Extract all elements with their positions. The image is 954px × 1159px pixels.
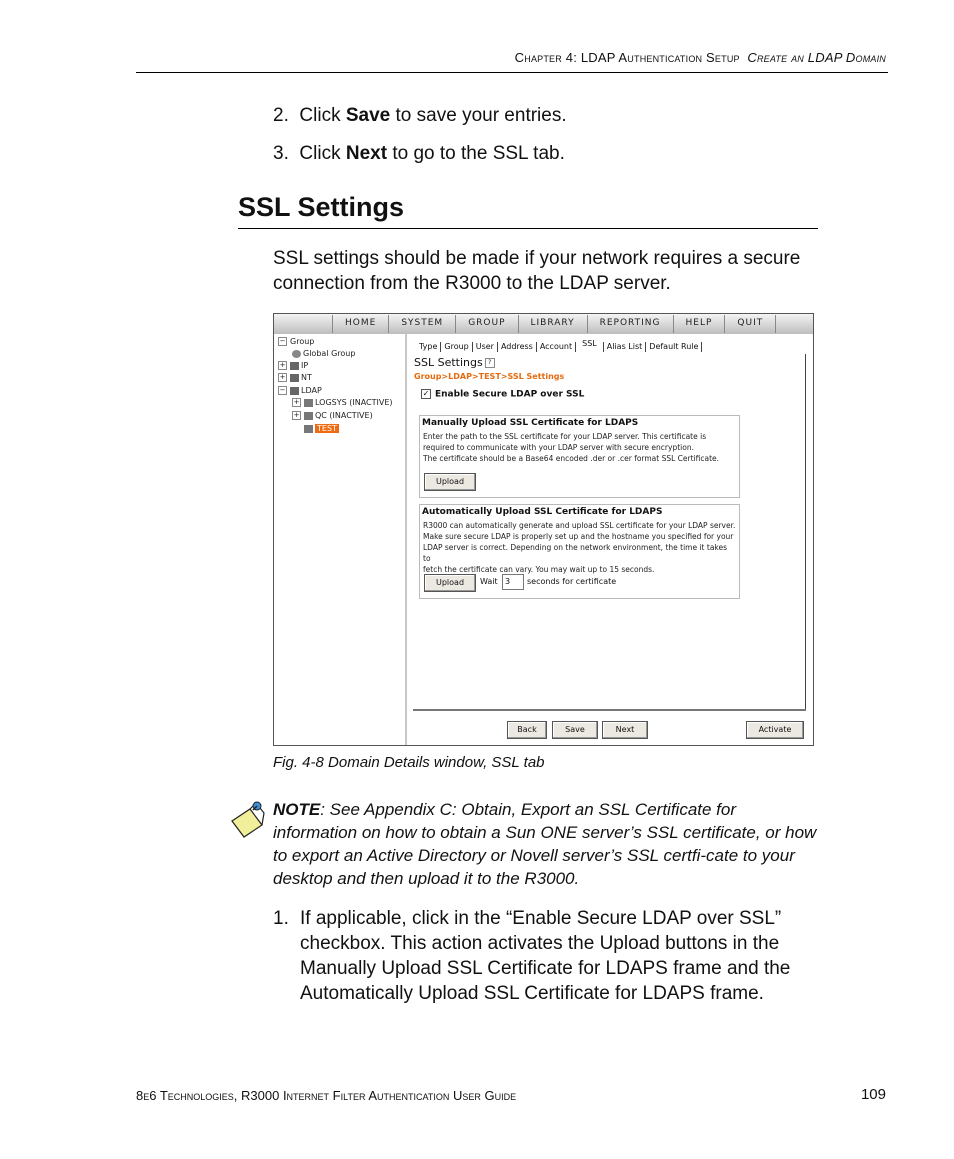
- frame-line: The certificate should be a Base64 encoded .der or .cer format SSL Certificate.: [423, 454, 720, 463]
- figure-caption: Fig. 4-8 Domain Details window, SSL tab: [273, 754, 545, 771]
- note-pad-icon: [228, 799, 268, 839]
- step-text: If applicable, click in the “Enable Secure LDAP over SSL” checkbox. This action activates the Upload buttons in the Manually Upload SSL Certificate for LDAPS frame and the Automatically Upload SSL Certificate for LDAPS frame.: [300, 908, 791, 1004]
- tab-alias-list[interactable]: Alias List: [603, 342, 647, 352]
- section-label: Create an LDAP Domain: [747, 50, 886, 65]
- tab-default-rule[interactable]: Default Rule: [646, 342, 702, 352]
- users-icon: [290, 387, 299, 395]
- step-text: to save your entries.: [390, 105, 567, 126]
- panel-title-text: SSL Settings: [414, 356, 483, 369]
- tree-item-qc[interactable]: [292, 411, 373, 420]
- step-text: Click: [299, 105, 346, 126]
- menu-bar: [274, 314, 813, 335]
- manual-upload-button[interactable]: Upload: [424, 473, 476, 491]
- wait-seconds-input[interactable]: 3: [502, 574, 524, 590]
- note-body: : See Appendix C: Obtain, Export an SSL Certificate for information on how to obtain a Sun ONE server’s SSL certificate, or how to export an Active Directory or Novell server’s SSL certfi-cate to your desktop and then upload it to the R3000.: [273, 800, 817, 888]
- enable-ssl-label: Enable Secure LDAP over SSL: [435, 389, 585, 400]
- breadcrumb: Group>LDAP>TEST>SSL Settings: [414, 372, 565, 381]
- expand-icon[interactable]: +: [279, 361, 286, 369]
- menu-quit[interactable]: QUIT: [724, 315, 776, 333]
- tree-item-nt[interactable]: [278, 373, 312, 382]
- tree-label: NT: [301, 373, 312, 382]
- header-rule: [136, 72, 888, 73]
- frame-line: Make sure secure LDAP is properly set up and the hostname you specified for your: [423, 532, 734, 541]
- frame-line: LDAP server is correct. Depending on the network environment, the time it takes to: [423, 543, 728, 563]
- auto-upload-frame: [419, 504, 740, 599]
- tree-item-group[interactable]: [278, 337, 314, 346]
- frame-line: required to communicate with your LDAP server with secure encryption.: [423, 443, 694, 452]
- step-number: 3.: [273, 143, 289, 164]
- save-button[interactable]: Save: [552, 721, 598, 739]
- page-number: 109: [860, 1086, 886, 1103]
- domain-icon: [304, 399, 313, 407]
- button-bar-divider: [413, 709, 806, 711]
- footer-title: 8e6 Technologies, R3000 Internet Filter Authentication User Guide: [136, 1088, 517, 1103]
- panel-title: [414, 356, 495, 369]
- tab-address[interactable]: Address: [498, 342, 537, 352]
- frame-title: Manually Upload SSL Certificate for LDAPS: [422, 418, 639, 428]
- collapse-icon[interactable]: −: [279, 337, 286, 345]
- frame-line: Enter the path to the SSL certificate for your LDAP server. This certificate is: [423, 432, 707, 441]
- network-icon: [290, 362, 299, 370]
- content-panel: [407, 334, 813, 745]
- step-2: [273, 105, 567, 127]
- step-1: [273, 906, 818, 1006]
- frame-title: Automatically Upload SSL Certificate for LDAPS: [422, 507, 663, 517]
- menu-help[interactable]: HELP: [673, 315, 725, 333]
- menu-home[interactable]: HOME: [332, 315, 388, 333]
- tab-bar: [416, 339, 702, 352]
- running-header: [515, 50, 886, 65]
- enable-ssl-checkbox[interactable]: ✓: [422, 389, 430, 398]
- tree-label: Global Group: [303, 349, 356, 358]
- tree-label: LOGSYS (INACTIVE): [315, 398, 393, 407]
- note-label: NOTE: [273, 800, 321, 819]
- step-text: to go to the SSL tab.: [387, 143, 565, 164]
- back-button[interactable]: Back: [507, 721, 547, 739]
- tab-ssl[interactable]: SSL: [582, 339, 597, 348]
- group-tree: [274, 334, 407, 745]
- expand-icon[interactable]: +: [293, 398, 300, 406]
- tree-label: LDAP: [301, 386, 322, 395]
- tree-item-test[interactable]: [304, 424, 339, 433]
- frame-line: fetch the certificate can vary. You may wait up to 15 seconds.: [423, 565, 655, 574]
- section-rule: [238, 228, 818, 229]
- help-icon[interactable]: ?: [485, 358, 495, 368]
- globe-icon: [292, 350, 301, 358]
- frame-line: R3000 can automatically generate and upload SSL certificate for your LDAP server.: [423, 521, 736, 530]
- step-bold: Next: [345, 143, 388, 164]
- tab-group[interactable]: Group: [441, 342, 472, 352]
- menu-library[interactable]: LIBRARY: [518, 315, 587, 333]
- wait-label: Wait: [480, 577, 498, 586]
- menu-group[interactable]: GROUP: [455, 315, 517, 333]
- step-number: 1.: [273, 908, 289, 929]
- note-text: [273, 798, 818, 890]
- next-button[interactable]: Next: [602, 721, 648, 739]
- auto-upload-button[interactable]: Upload: [424, 574, 476, 592]
- tree-item-ip[interactable]: [278, 361, 308, 370]
- tree-label: IP: [301, 361, 309, 370]
- domain-icon: [304, 425, 313, 433]
- seconds-label: seconds for certificate: [527, 577, 617, 586]
- manual-upload-frame: [419, 415, 740, 498]
- tab-account[interactable]: Account: [537, 342, 576, 352]
- panel-border: [805, 354, 806, 709]
- expand-icon[interactable]: +: [279, 373, 286, 381]
- step-number: 2.: [273, 105, 289, 126]
- figure-screenshot: [273, 313, 814, 746]
- tab-user[interactable]: User: [473, 342, 498, 352]
- tab-type[interactable]: Type: [416, 342, 441, 352]
- enable-ssl-row: [421, 389, 584, 400]
- tree-item-global-group[interactable]: [292, 349, 355, 358]
- tree-label-selected: TEST: [317, 424, 337, 433]
- tree-label: QC (INACTIVE): [315, 411, 373, 420]
- intro-paragraph: SSL settings should be made if your network requires a secure connection from the R3000 to the LDAP server.: [273, 248, 801, 294]
- collapse-icon[interactable]: −: [279, 386, 286, 394]
- domain-icon: [304, 412, 313, 420]
- tree-item-logsys[interactable]: [292, 398, 393, 407]
- activate-button[interactable]: Activate: [746, 721, 804, 739]
- step-text: Click: [299, 143, 346, 164]
- section-title: SSL Settings: [238, 192, 405, 222]
- users-icon: [290, 374, 299, 382]
- tree-label: Group: [290, 337, 315, 346]
- step-bold: Save: [345, 105, 391, 126]
- step-3: [273, 143, 565, 165]
- chapter-label: Chapter 4: LDAP Authentication Setup: [514, 50, 740, 65]
- menu-system[interactable]: SYSTEM: [388, 315, 455, 333]
- expand-icon[interactable]: +: [293, 411, 300, 419]
- tree-item-ldap[interactable]: [278, 386, 322, 395]
- menu-reporting[interactable]: REPORTING: [587, 315, 673, 333]
